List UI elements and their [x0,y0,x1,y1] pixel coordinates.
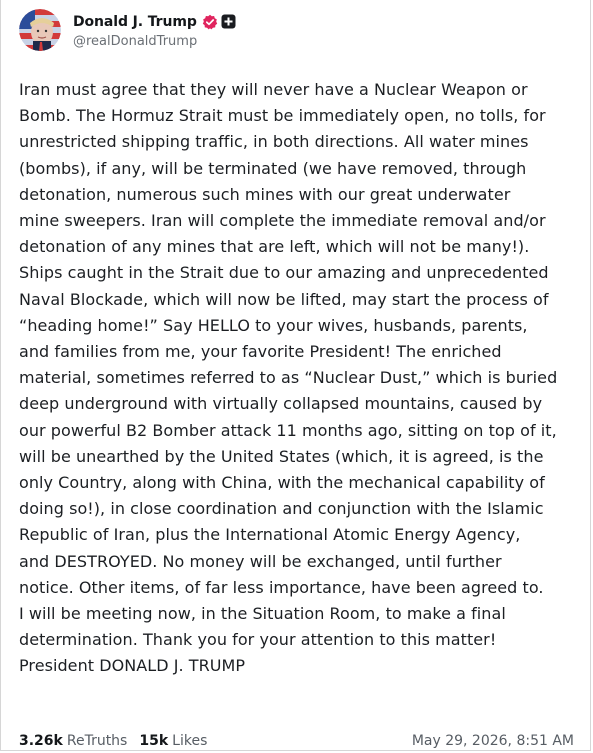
likes-stat[interactable] [139,733,207,749]
author-info [73,12,236,49]
verified-badge-icon [202,14,218,30]
avatar[interactable] [19,9,61,51]
avatar-image [19,9,61,51]
author-handle[interactable]: @realDonaldTrump [73,33,198,49]
author-display-name[interactable]: Donald J. Trump [73,13,197,30]
post-timestamp[interactable]: May 29, 2026, 8:51 AM [411,733,574,749]
post-text: Iran must agree that they will never have a Nuclear Weapon or Bomb. The Hormuz Strait must be immediately open, no tolls, for unrestricted shipping traffic, in both directions. All water mines (bombs), if any, will be terminated (we have removed, through detonation, numerous such mines with our great underwater mine sweepers. Iran will complete the immediate removal and/or detonation of any mines that are left, which will not be many!). Ships caught in the Strait due to our amazing and unprecedented Naval Blockade, which will now be lifted, may start the process of “heading home!” Say HELLO to your wives, husbands, parents, and families from me, your favorite President! The enriched material, sometimes referred to as “Nuclear Dust,” which is buried deep underground with virtually collapsed mountains, caused by our powerful B2 Bomber attack 11 months ago, sitting on top of it, will be unearthed by the United States (which, it is agreed, is the only Country, along with China, with the mechanical capability of doing so!), in close coordination and conjunction with the Islamic Republic of Iran, plus the International Atomic Energy Agency, and DESTROYED. No money will be exchanged, until further notice. Other items, of far less importance, have been agreed to. I will be meeting now, in the Situation Room, to make a final determination. Thank you for your attention to this matter! President DONALD J. TRUMP [19,80,558,676]
post-footer [19,731,574,751]
retruths-label: ReTruths [66,733,128,749]
likes-count: 15k [139,733,169,749]
plus-badge-icon [221,14,236,29]
likes-label: Likes [172,733,208,749]
retruths-stat[interactable] [19,733,127,749]
author-name-row [73,12,236,32]
retruths-count: 3.26k [19,733,63,749]
post-header [19,8,236,52]
